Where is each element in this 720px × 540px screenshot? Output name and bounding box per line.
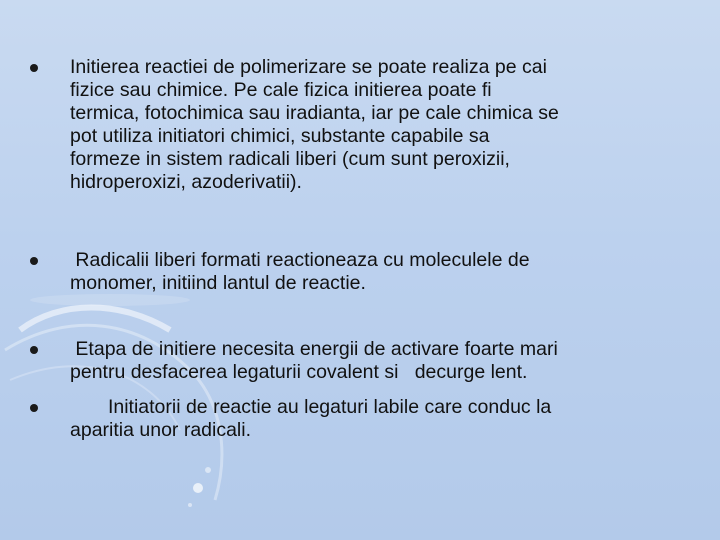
- bullet-text-3: Etapa de initiere necesita energii de activare foarte mari pentru desfacerea legaturii covalent si decurge lent.: [70, 338, 558, 383]
- bullet-text-2: Radicalii liberi formati reactioneaza cu moleculele de monomer, initiind lantul de reactie.: [70, 249, 530, 294]
- bullet-dot-icon: [30, 257, 38, 265]
- bullet-dot-icon: [30, 404, 38, 412]
- bullet-dot-icon: [30, 346, 38, 354]
- bullet-text-4: Initiatorii de reactie au legaturi labile care conduc la aparitia unor radicali.: [70, 396, 552, 441]
- bullet-text-1: Initierea reactiei de polimerizare se poate realiza pe cai fizice sau chimice. Pe cale fizica initierea poate fi termica, fotochimica sau iradianta, iar pe cale chimica se pot utiliza initiatori chimici, substante capabile sa formeze in sistem radicali liberi (cum sunt peroxizii, hidroperoxizi, azoderivatii).: [70, 56, 559, 193]
- bullet-dot-icon: [30, 64, 38, 72]
